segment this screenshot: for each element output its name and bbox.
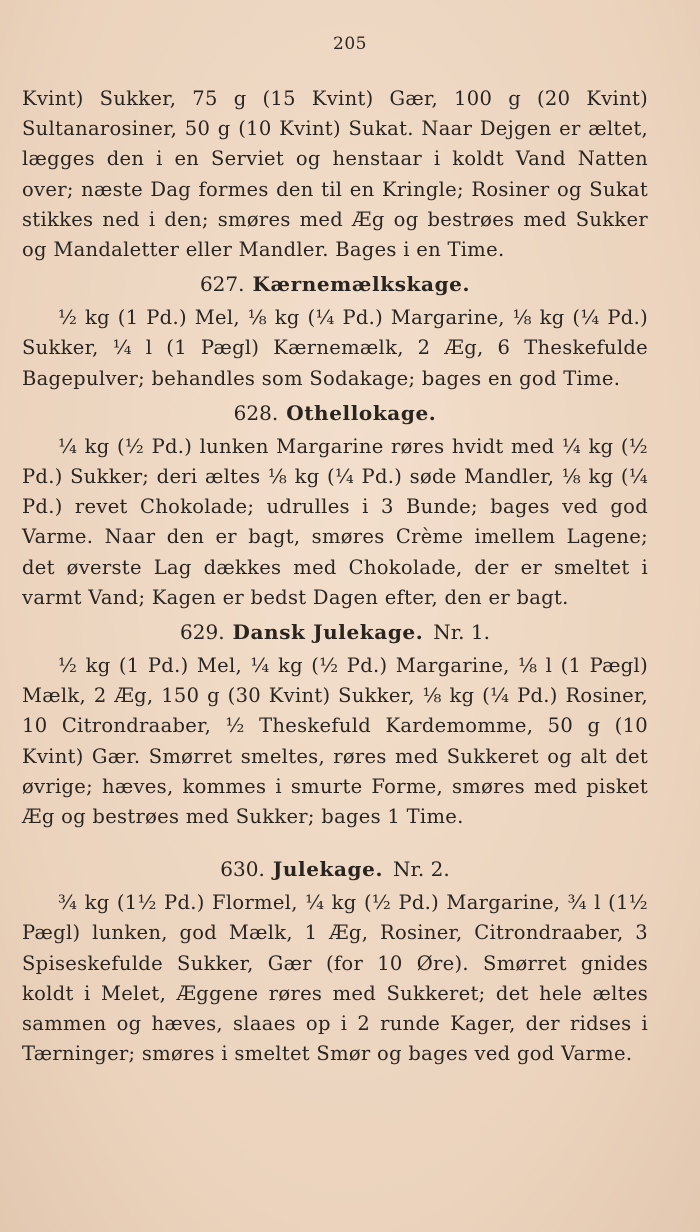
- recipe-number: 628.: [233, 400, 279, 425]
- recipe-628: [22, 398, 648, 613]
- recipe-text: ¾ kg (1½ Pd.) Flormel, ¼ kg (½ Pd.) Margarine, ¾ l (1½ Pægl) lunken, god Mælk, 1 Æg, Rosiner, Citrondraaber, 3 Spiseskefulde Sukker, Gær (for 10 Øre). Smørret gnides koldt i Melet, Æggene røres med Sukkeret; det hele æltes sammen og hæves, slaaes op i 2 runde Kager, der ridses i Tærninger; smøres i smeltet Smør og bages ved god Varme.: [22, 891, 648, 1066]
- recipe-text: ½ kg (1 Pd.) Mel, ⅛ kg (¼ Pd.) Margarine, ⅛ kg (¼ Pd.) Sukker, ¼ l (1 Pægl) Kærnemælk, 2 Æg, 6 Theskefulde Bagepulver; behandles som Sodakage; bages en god Time.: [22, 306, 648, 390]
- recipe-name: Kærnemælkskage.: [252, 272, 471, 297]
- recipe-title: [22, 854, 648, 884]
- spacer: [22, 832, 648, 850]
- page-content: [22, 84, 648, 1069]
- recipe-title: [22, 269, 648, 299]
- recipe-title: [22, 617, 648, 647]
- recipe-number: 629.: [180, 620, 225, 645]
- recipe-suffix: Nr. 2.: [393, 857, 450, 882]
- recipe-name: Othellokage.: [286, 400, 437, 425]
- recipe-number: 630.: [220, 857, 265, 882]
- recipe-629: [22, 617, 648, 832]
- recipe-name: Dansk Julekage.: [232, 620, 424, 645]
- recipe-title: [22, 398, 648, 428]
- recipe-627: [22, 269, 648, 394]
- recipe-suffix: Nr. 1.: [433, 620, 490, 645]
- recipe-name: Julekage.: [272, 857, 384, 882]
- recipe-text: ½ kg (1 Pd.) Mel, ¼ kg (½ Pd.) Margarine, ⅛ l (1 Pægl) Mælk, 2 Æg, 150 g (30 Kvint) Sukker, ⅛ kg (¼ Pd.) Rosiner, 10 Citrondraaber, ½ Theskefuld Kardemomme, 50 g (10 Kvint) Gær. Smørret smeltes, røres med Sukkeret og alt det øvrige; hæves, kommes i smurte Forme, smøres med pisket Æg og bestrøes med Sukker; bages 1 Time.: [22, 654, 648, 829]
- intro-paragraph: Kvint) Sukker, 75 g (15 Kvint) Gær, 100 g (20 Kvint) Sultanarosiner, 50 g (10 Kvint) Sukat. Naar Dejgen er æltet, lægges den i en Serviet og henstaar i koldt Vand Natten over; næste Dag formes den til en Kringle; Rosiner og Sukat stikkes ned i den; smøres med Æg og bestrøes med Sukker og Mandaletter eller Mandler. Bages i en Time.: [22, 87, 648, 262]
- recipe-630: [22, 854, 648, 1069]
- recipe-text: ¼ kg (½ Pd.) lunken Margarine røres hvidt med ¼ kg (½ Pd.) Sukker; deri æltes ⅛ kg (¼ Pd.) søde Mandler, ⅛ kg (¼ Pd.) revet Chokolade; udrulles i 3 Bunde; bages ved god Varme. Naar den er bagt, smøres Crème imellem Lagene; det øverste Lag dækkes med Chokolade, der er smeltet i varmt Vand; Kagen er bedst Dagen efter, den er bagt.: [22, 434, 648, 609]
- recipe-number: 627.: [199, 272, 245, 297]
- page-number: 205: [333, 34, 367, 54]
